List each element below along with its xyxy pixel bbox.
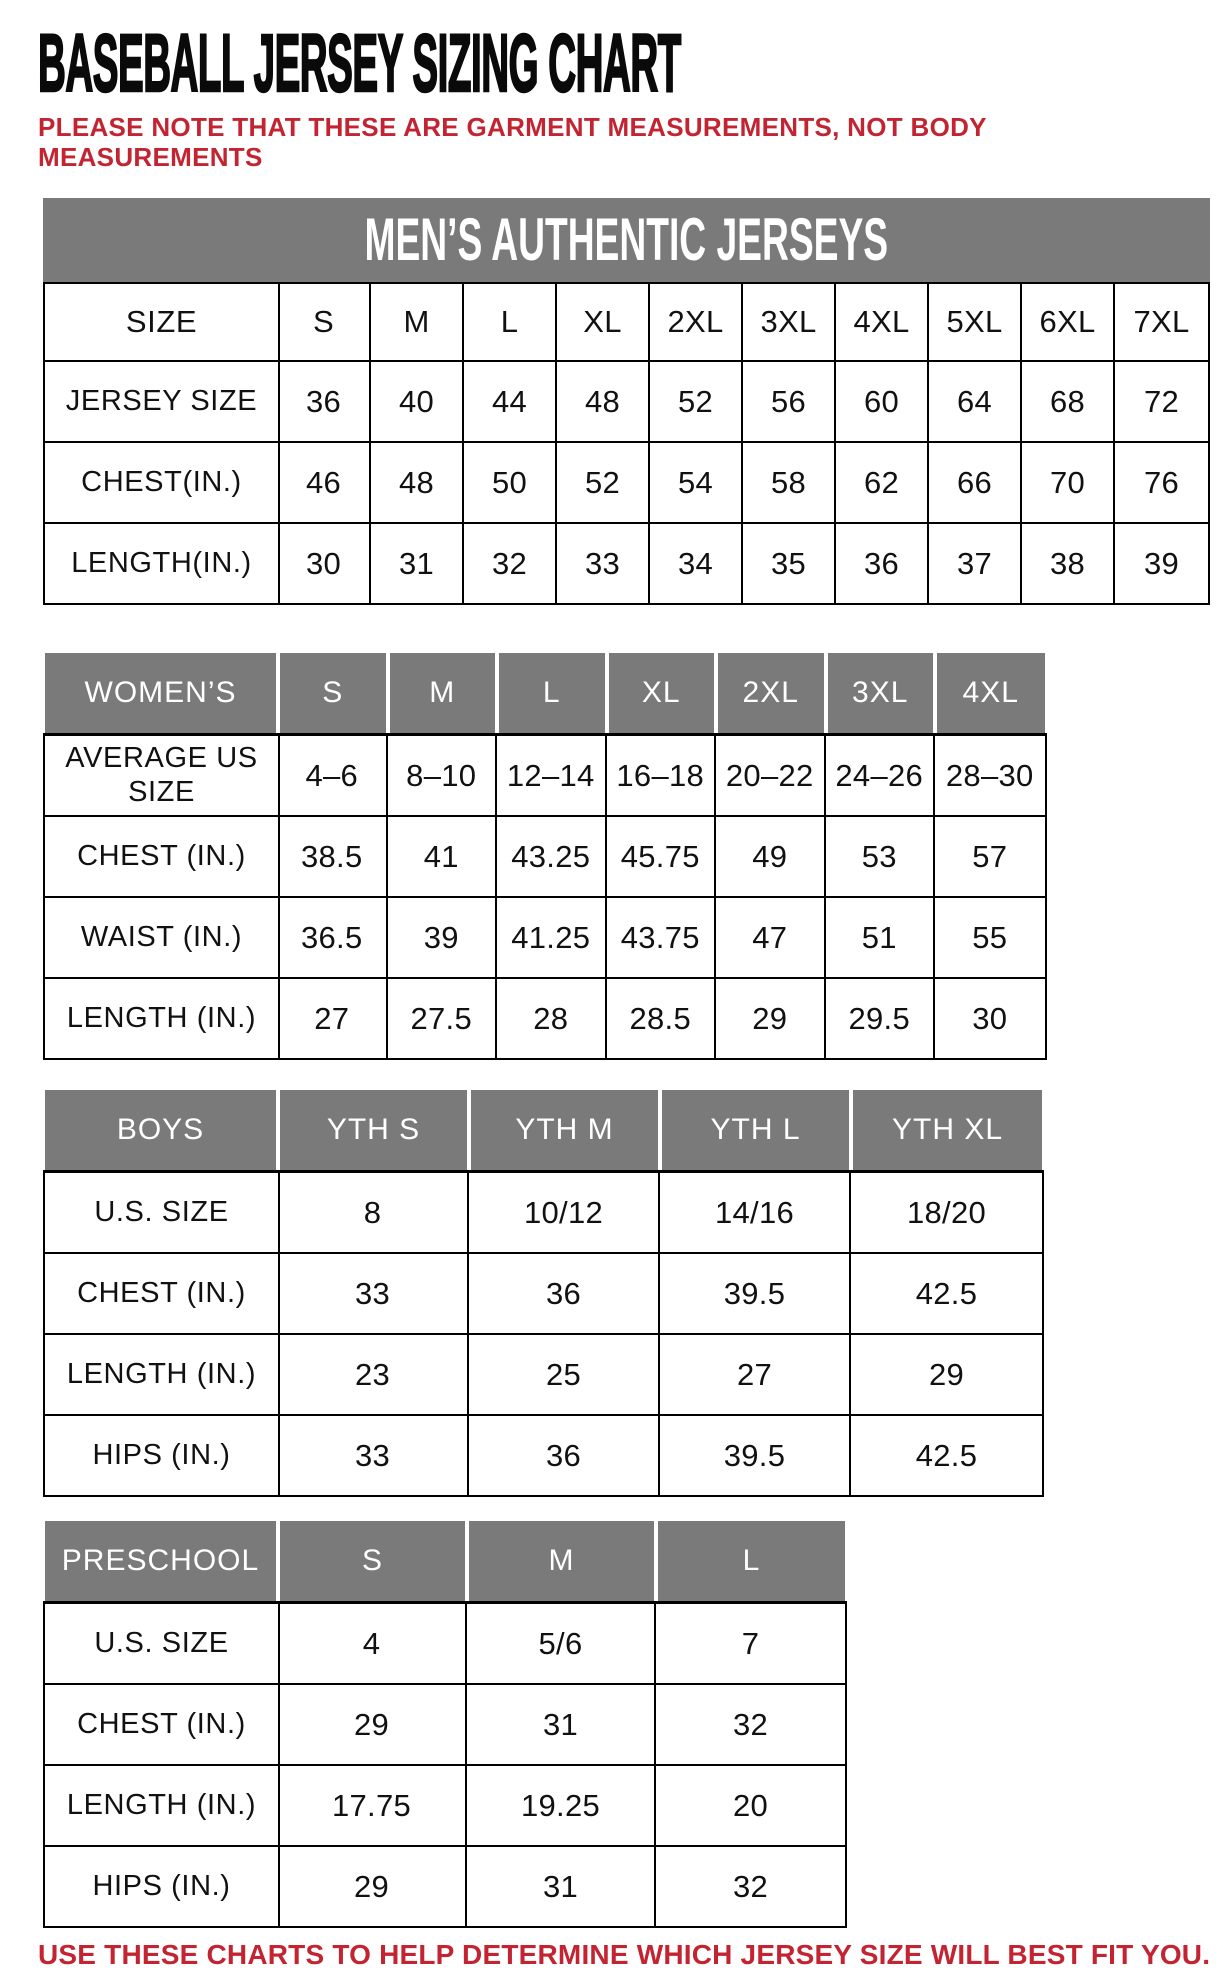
value-cell: 32 (732, 1868, 769, 1904)
table-body (43, 282, 1210, 605)
value-cell: 39 (1143, 545, 1180, 581)
note-line-2: MEASUREMENTS (38, 142, 263, 172)
table-row (45, 524, 1208, 603)
value-cell: 36 (278, 362, 371, 441)
boys-sizing-table (43, 1090, 1044, 1497)
table-row (45, 736, 1045, 817)
table-header-label: SIZE (45, 284, 280, 360)
value-cell: 27.5 (388, 979, 498, 1058)
value-cell: 70 (1022, 443, 1115, 522)
column-header-cell: L (656, 1521, 845, 1601)
value-cell: 42.5 (915, 1437, 978, 1473)
value-cell: 12–14 (497, 736, 607, 815)
column-header-cell: YTH L (660, 1090, 851, 1170)
table-header-row (43, 1521, 847, 1601)
value-cell: 29 (278, 1685, 467, 1764)
value-cell: 32 (464, 524, 557, 603)
value-cell: 36 (469, 1416, 660, 1495)
column-header-cell: 3XL (826, 653, 936, 733)
garment-measurements-note (38, 112, 1220, 172)
value-cell: 57 (972, 838, 1008, 874)
value-cell: 17.75 (278, 1766, 467, 1845)
table-banner (43, 198, 1210, 282)
row-label-cell: CHEST (IN.) (45, 1254, 280, 1333)
row-label-cell: U.S. SIZE (45, 1604, 280, 1683)
value-cell: 66 (929, 443, 1022, 522)
footer-note: USE THESE CHARTS TO HELP DETERMINE WHICH JERSEY SIZE WILL BEST FIT YOU. (38, 1939, 1211, 1970)
value-cell: 36 (836, 524, 929, 603)
table-row (45, 898, 1045, 979)
value-cell: 35 (743, 524, 836, 603)
row-label-cell: AVERAGE US SIZE (45, 736, 280, 815)
column-header-cell: 4XL (836, 284, 929, 360)
value-cell: 48 (371, 443, 464, 522)
row-label-cell: CHEST (IN.) (45, 817, 280, 896)
page-title (38, 18, 1220, 109)
table-body (43, 733, 1047, 1060)
column-header-cell: YTH S (278, 1090, 469, 1170)
table-body (43, 1601, 847, 1928)
value-cell: 30 (972, 1000, 1008, 1036)
row-label-cell: HIPS (IN.) (45, 1847, 280, 1926)
value-cell: 45.75 (607, 817, 717, 896)
value-cell: 64 (929, 362, 1022, 441)
value-cell: 60 (836, 362, 929, 441)
column-header-cell: 6XL (1022, 284, 1115, 360)
value-cell: 20–22 (716, 736, 826, 815)
value-cell: 52 (650, 362, 743, 441)
value-cell: 24–26 (826, 736, 936, 815)
value-cell: 33 (278, 1254, 469, 1333)
table-row (45, 362, 1208, 443)
value-cell: 36.5 (278, 898, 388, 977)
table-header-label: WOMEN’S (45, 653, 278, 733)
value-cell: 31 (467, 1847, 656, 1926)
value-cell: 18/20 (906, 1194, 987, 1230)
row-label-cell: CHEST (IN.) (45, 1685, 280, 1764)
value-cell: 5/6 (467, 1604, 656, 1683)
table-row (45, 1254, 1042, 1335)
value-cell: 33 (557, 524, 650, 603)
value-cell: 50 (464, 443, 557, 522)
row-label-cell: LENGTH(IN.) (45, 524, 280, 603)
value-cell: 41.25 (497, 898, 607, 977)
value-cell: 52 (557, 443, 650, 522)
value-cell: 34 (650, 524, 743, 603)
value-cell: 32 (732, 1706, 769, 1742)
table-header-label: PRESCHOOL (45, 1521, 278, 1601)
value-cell: 39 (388, 898, 498, 977)
row-label-cell: LENGTH (IN.) (45, 1766, 280, 1845)
row-label-cell: WAIST (IN.) (45, 898, 280, 977)
value-cell: 48 (557, 362, 650, 441)
row-label-cell: HIPS (IN.) (45, 1416, 280, 1495)
column-header-cell: S (278, 284, 371, 360)
table-row (45, 443, 1208, 524)
column-header-cell: YTH M (469, 1090, 660, 1170)
value-cell: 76 (1143, 464, 1180, 500)
column-header-cell: 2XL (650, 284, 743, 360)
womens-sizing-table (43, 653, 1047, 1060)
value-cell: 7 (741, 1625, 760, 1661)
value-cell: 8 (278, 1173, 469, 1252)
column-header-cell: S (278, 653, 388, 733)
value-cell: 37 (929, 524, 1022, 603)
column-header-cell: S (278, 1521, 467, 1601)
value-cell: 30 (278, 524, 371, 603)
value-cell: 29.5 (826, 979, 936, 1058)
value-cell: 33 (278, 1416, 469, 1495)
value-cell: 29 (716, 979, 826, 1058)
table-row (45, 817, 1045, 898)
value-cell: 19.25 (467, 1766, 656, 1845)
table-row (45, 1604, 845, 1685)
value-cell: 29 (928, 1356, 965, 1392)
value-cell: 68 (1022, 362, 1115, 441)
value-cell: 39.5 (660, 1254, 851, 1333)
table-header-row (43, 1090, 1044, 1170)
value-cell: 28–30 (945, 757, 1034, 793)
value-cell: 28.5 (607, 979, 717, 1058)
value-cell: 44 (464, 362, 557, 441)
table-row (45, 1173, 1042, 1254)
value-cell: 25 (469, 1335, 660, 1414)
column-header-cell: 4XL (935, 653, 1045, 733)
column-header-cell: L (497, 653, 607, 733)
value-cell: 51 (826, 898, 936, 977)
value-cell: 49 (716, 817, 826, 896)
value-cell: 47 (716, 898, 826, 977)
row-label-cell: CHEST(IN.) (45, 443, 280, 522)
value-cell: 31 (467, 1685, 656, 1764)
row-label-cell: LENGTH (IN.) (45, 979, 280, 1058)
row-label-cell: JERSEY SIZE (45, 362, 280, 441)
value-cell: 72 (1143, 383, 1180, 419)
value-cell: 28 (497, 979, 607, 1058)
table-body (43, 1170, 1044, 1497)
mens-authentic-jerseys-table (43, 198, 1210, 605)
column-header-cell: 3XL (743, 284, 836, 360)
value-cell: 54 (650, 443, 743, 522)
value-cell: 46 (278, 443, 371, 522)
column-header-cell: YTH XL (851, 1090, 1042, 1170)
table-header-label: BOYS (45, 1090, 278, 1170)
value-cell: 40 (371, 362, 464, 441)
note-line-1: PLEASE NOTE THAT THESE ARE GARMENT MEASUREMENTS, NOT BODY (38, 112, 987, 142)
column-header-cell: M (371, 284, 464, 360)
column-header-cell: XL (607, 653, 717, 733)
value-cell: 43.25 (497, 817, 607, 896)
column-header-cell: M (467, 1521, 656, 1601)
value-cell: 8–10 (388, 736, 498, 815)
column-header-cell: 7XL (1133, 304, 1190, 339)
table-row (45, 1847, 845, 1926)
value-cell: 27 (278, 979, 388, 1058)
value-cell: 27 (660, 1335, 851, 1414)
value-cell: 55 (972, 919, 1008, 955)
table-header-row (43, 653, 1047, 733)
value-cell: 41 (388, 817, 498, 896)
column-header-cell: XL (557, 284, 650, 360)
value-cell: 4 (278, 1604, 467, 1683)
column-header-cell: L (464, 284, 557, 360)
row-label-cell: U.S. SIZE (45, 1173, 280, 1252)
value-cell: 58 (743, 443, 836, 522)
value-cell: 38 (1022, 524, 1115, 603)
value-cell: 20 (732, 1787, 769, 1823)
table-row (45, 1766, 845, 1847)
value-cell: 43.75 (607, 898, 717, 977)
value-cell: 10/12 (469, 1173, 660, 1252)
value-cell: 62 (836, 443, 929, 522)
value-cell: 4–6 (278, 736, 388, 815)
table-row (45, 1335, 1042, 1416)
row-label-cell: LENGTH (IN.) (45, 1335, 280, 1414)
page-title-text: BASEBALL JERSEY SIZING CHART (38, 18, 681, 109)
column-header-cell: 5XL (929, 284, 1022, 360)
value-cell: 31 (371, 524, 464, 603)
value-cell: 14/16 (660, 1173, 851, 1252)
value-cell: 23 (278, 1335, 469, 1414)
value-cell: 53 (826, 817, 936, 896)
value-cell: 39.5 (660, 1416, 851, 1495)
preschool-sizing-table (43, 1521, 847, 1928)
value-cell: 42.5 (915, 1275, 978, 1311)
table-header-row (45, 284, 1208, 362)
value-cell: 29 (278, 1847, 467, 1926)
value-cell: 36 (469, 1254, 660, 1333)
table-row (45, 979, 1045, 1058)
table-row (45, 1416, 1042, 1495)
value-cell: 38.5 (278, 817, 388, 896)
table-banner-text: MEN’S AUTHENTIC JERSEYS (364, 206, 889, 273)
column-header-cell: M (388, 653, 498, 733)
value-cell: 16–18 (607, 736, 717, 815)
column-header-cell: 2XL (716, 653, 826, 733)
table-row (45, 1685, 845, 1766)
value-cell: 56 (743, 362, 836, 441)
